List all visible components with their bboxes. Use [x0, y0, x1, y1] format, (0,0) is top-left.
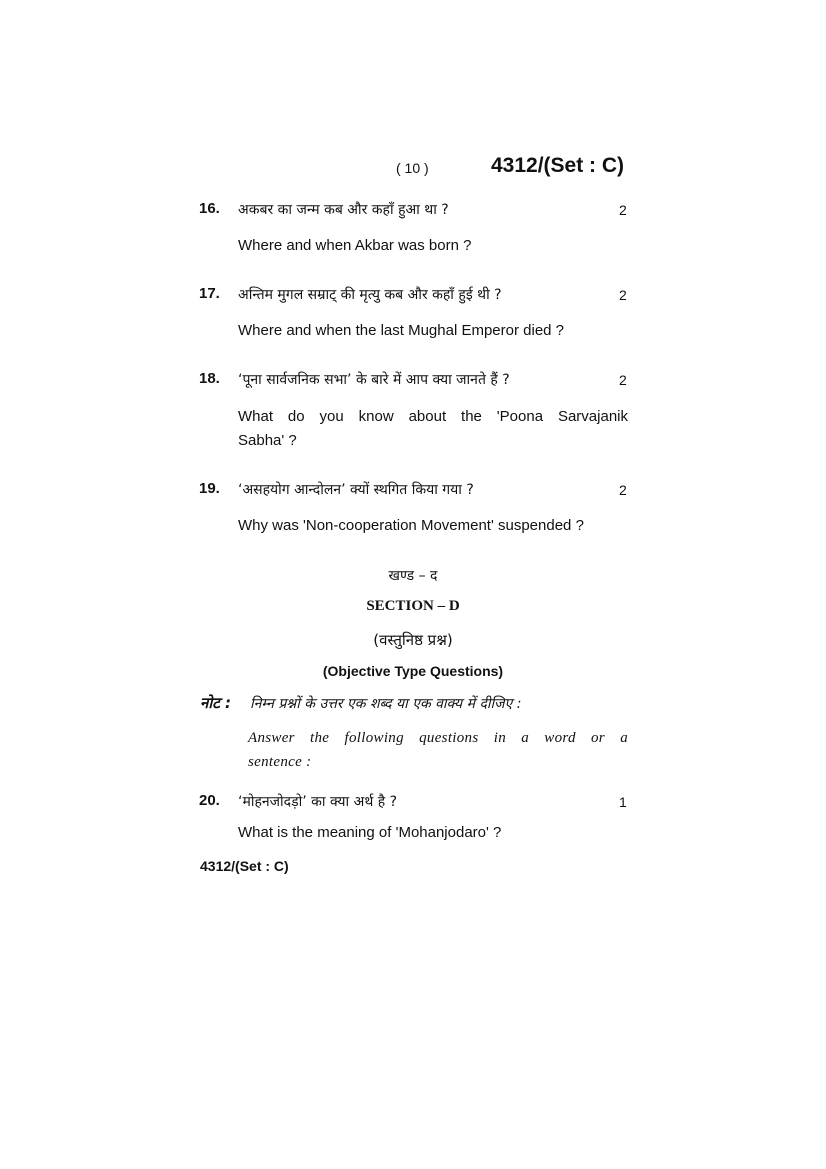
question-marks: 2 — [619, 482, 627, 498]
question-text-english: Why was 'Non-cooperation Movement' suspended ? — [238, 517, 584, 534]
section-title-hindi: खण्ड – द — [388, 568, 438, 584]
question-text-hindi: अकबर का जन्म कब और कहाँ हुआ था ? — [238, 202, 449, 218]
question-number: 16. — [199, 200, 220, 217]
question-number: 19. — [199, 480, 220, 497]
set-code: 4312/(Set : C) — [491, 154, 625, 177]
section-subtitle-hindi: (वस्तुनिष्ठ प्रश्न) — [373, 631, 453, 649]
question-marks: 1 — [619, 794, 627, 810]
question-text-hindi: अन्तिम मुगल सम्राट् की मृत्यु कब और कहाँ हुई थी ? — [238, 287, 502, 303]
question-text-hindi: ‘असहयोग आन्दोलन’ क्यों स्थगित किया गया ? — [238, 482, 474, 498]
question-number: 17. — [199, 285, 220, 302]
note-label: नोट : — [200, 694, 231, 712]
question-text-english: What is the meaning of 'Mohanjodaro' ? — [238, 824, 502, 841]
section-subtitle-english: (Objective Type Questions) — [322, 663, 504, 679]
note-text-hindi: निम्न प्रश्नों के उत्तर एक शब्द या एक वाक्य में दीजिए : — [250, 696, 522, 712]
page-number: ( 10 ) — [396, 160, 429, 176]
question-marks: 2 — [619, 372, 627, 388]
question-text-english-line1: What do you know about the 'Poona Sarvajanik — [238, 408, 628, 425]
question-number: 20. — [199, 792, 220, 809]
question-marks: 2 — [619, 202, 627, 218]
question-text-english-line2: Sabha' ? — [238, 432, 297, 449]
question-text-english: Where and when the last Mughal Emperor died ? — [238, 322, 565, 339]
note-text-english-line1: Answer the following questions in a word or a — [248, 730, 628, 746]
question-number: 18. — [199, 370, 220, 387]
question-text-hindi: ‘मोहनजोदड़ो’ का क्या अर्थ है ? — [238, 794, 398, 810]
footer-set-code: 4312/(Set : C) — [200, 858, 289, 874]
question-text-english: Where and when Akbar was born ? — [238, 237, 472, 254]
section-title-english: SECTION – D — [366, 598, 460, 614]
note-text-english-line2: sentence : — [248, 754, 312, 770]
question-marks: 2 — [619, 287, 627, 303]
question-text-hindi: ‘पूना सार्वजनिक सभा’ के बारे में आप क्या जानते हैं ? — [238, 372, 510, 388]
